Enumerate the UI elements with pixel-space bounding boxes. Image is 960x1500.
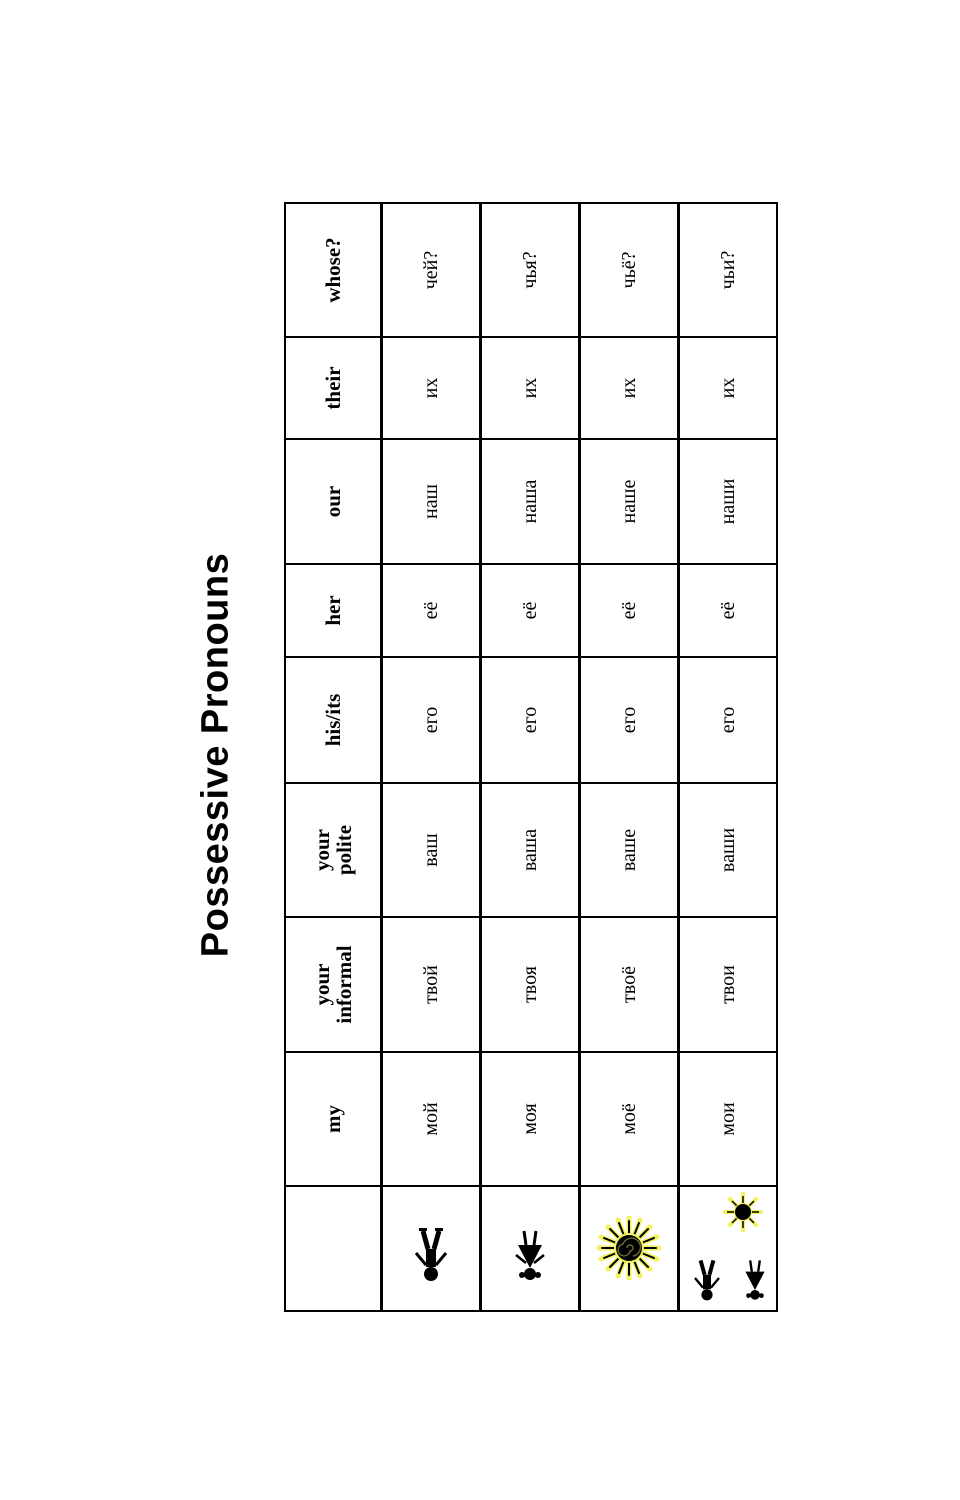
cell-their: их [679,337,778,439]
cell-their: их [580,337,679,439]
cell-their: их [382,337,481,439]
cell-our: наш [382,439,481,564]
cell-your-informal: твоя [481,917,580,1052]
page-title: Possessive Pronouns [194,552,237,958]
header-your-informal [285,917,382,1052]
cell-their: их [481,337,580,439]
sun-icon [594,1214,664,1284]
table-row-plural [679,203,778,1311]
cell-her: её [679,564,778,657]
cell-my: мой [382,1052,481,1186]
cell-whose: чья? [481,203,580,337]
cell-your-informal: твои [679,917,778,1052]
cell-his-its: его [481,657,580,783]
rotated-table-wrapper [284,202,769,1312]
row-icon-cell [580,1186,679,1311]
cell-her: её [481,564,580,657]
header-her: her [285,564,382,657]
cell-your-informal: твоё [580,917,679,1052]
row-icon-cell [481,1186,580,1311]
header-your-polite-line1: your [310,829,334,871]
cell-whose: чьё? [580,203,679,337]
header-whose: whose? [285,203,382,337]
header-his-its: his/its [285,657,382,783]
cell-our: наша [481,439,580,564]
cell-whose: чей? [382,203,481,337]
cell-my: моя [481,1052,580,1186]
header-your-informal-line1: your [310,963,334,1006]
header-your-informal-line2: informal [332,945,356,1024]
cell-our: наши [679,439,778,564]
possessive-pronouns-table [284,202,778,1312]
header-your-polite [285,783,382,917]
cell-my: моё [580,1052,679,1186]
cell-my: мои [679,1052,778,1186]
header-empty [285,1186,382,1311]
cell-her: её [580,564,679,657]
cell-his-its: его [382,657,481,783]
header-row [285,203,382,1311]
cell-his-its: его [679,657,778,783]
row-icon-cell [679,1186,778,1311]
header-your-polite-line2: polite [332,824,356,876]
cell-his-its: его [580,657,679,783]
boy-icon [411,1214,451,1284]
row-icon-cell [382,1186,481,1311]
table-row-neuter [580,203,679,1311]
group-icon [683,1189,773,1309]
cell-your-polite: ваша [481,783,580,917]
table-row-masculine [382,203,481,1311]
header-our: our [285,439,382,564]
table-container [284,202,769,1312]
header-my: my [285,1052,382,1186]
title-container [194,552,237,958]
cell-your-polite: ваш [382,783,481,917]
cell-your-polite: ваши [679,783,778,917]
table-row-feminine [481,203,580,1311]
cell-her: её [382,564,481,657]
cell-your-informal: твой [382,917,481,1052]
cell-whose: чьи? [679,203,778,337]
girl-icon [510,1214,550,1284]
header-their: their [285,337,382,439]
cell-your-polite: ваше [580,783,679,917]
cell-our: наше [580,439,679,564]
